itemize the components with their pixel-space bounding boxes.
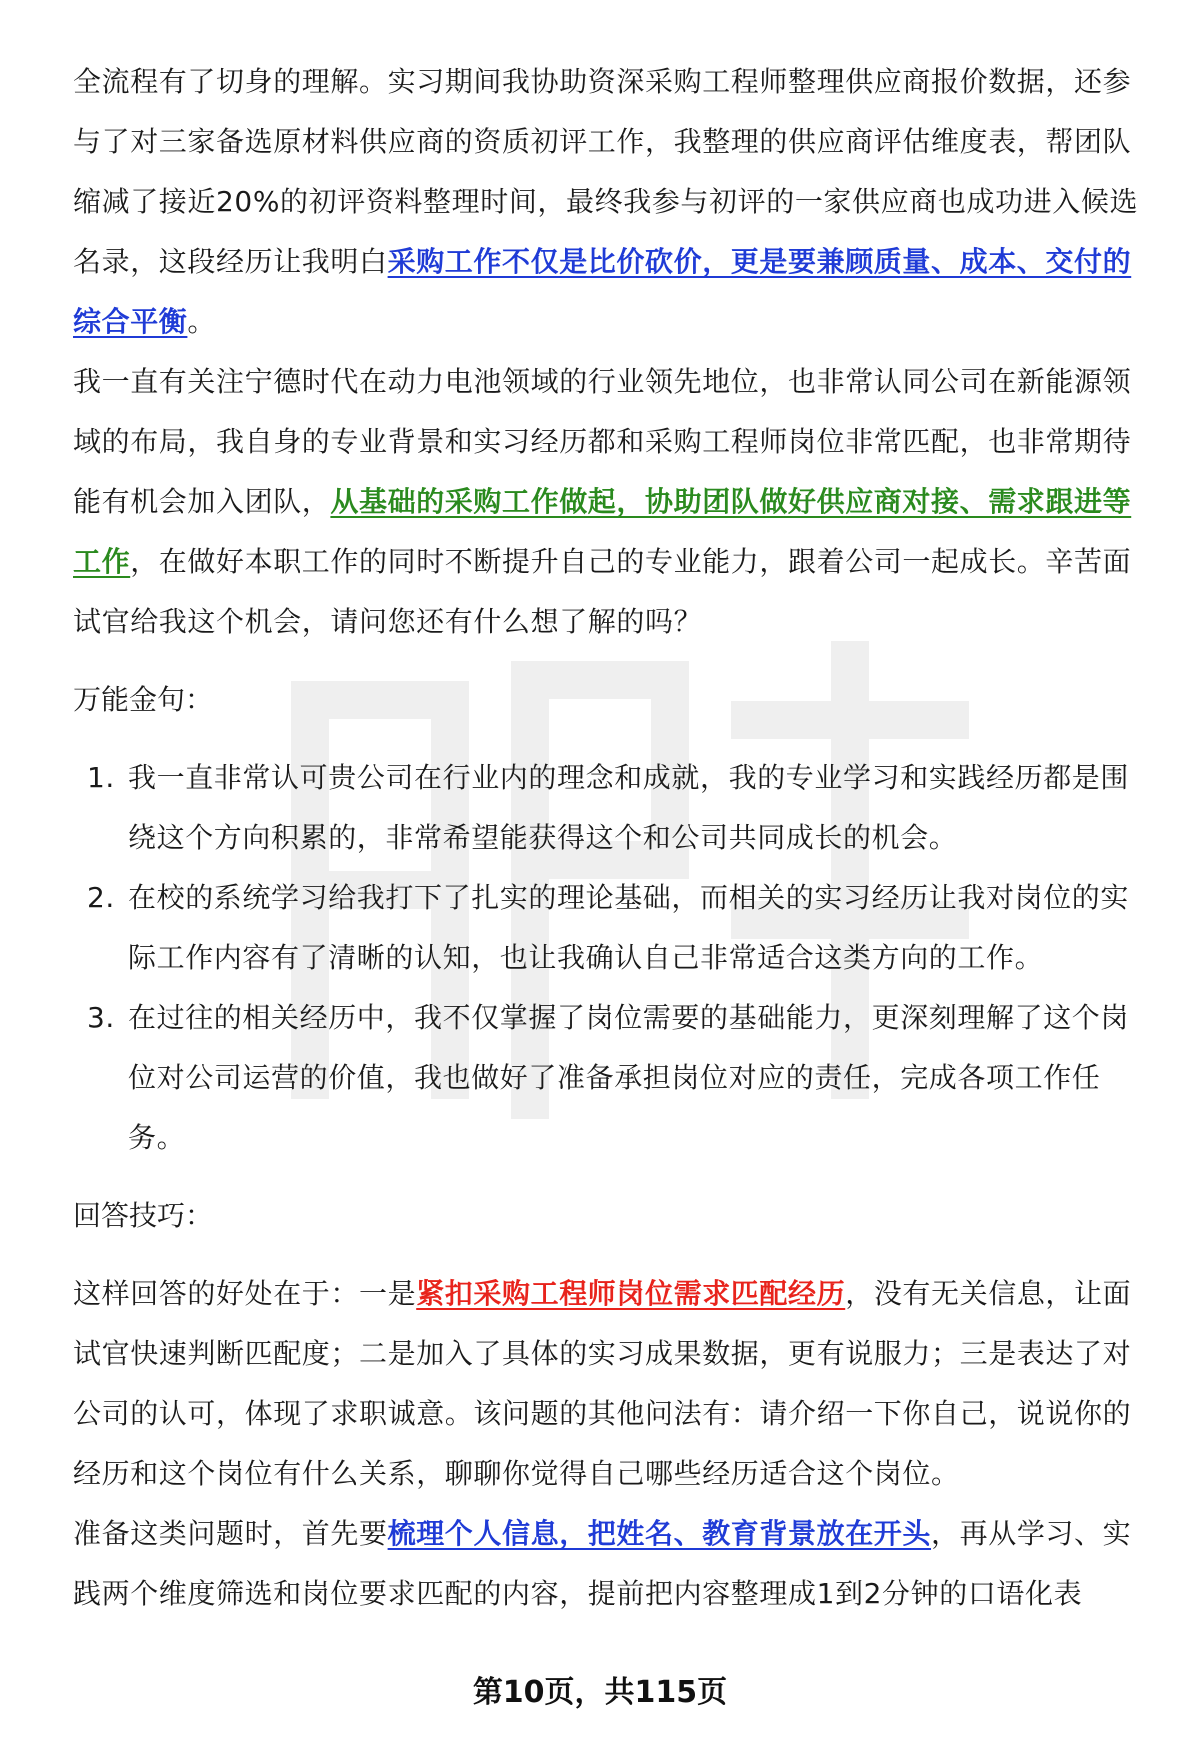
tips-heading: 回答技巧： xyxy=(73,1199,214,1232)
list-item-text: 在校的系统学习给我打下了扎实的理论基础，而相关的实习经历让我对岗位的实际工作内容有了清晰的认知，也让我确认自己非常适合这类方向的工作。 xyxy=(128,881,1130,974)
page-number-footer: 第10页，共115页 xyxy=(472,1675,728,1710)
highlight-blue-text: 采购工作不仅是比价砍价，更是要兼顾质量、成本、交付的综合平衡 xyxy=(73,245,1132,338)
list-item-text: 在过往的相关经历中，我不仅掌握了岗位需要的基础能力，更深刻理解了这个岗位对公司运营的价值，我也做好了准备承担岗位对应的责任，完成各项工作任务。 xyxy=(128,1001,1130,1154)
intro-text-end: 。 xyxy=(187,305,217,338)
list-item-number: 3. xyxy=(87,1001,115,1034)
intro-paragraph-1 xyxy=(73,52,1143,352)
list-item xyxy=(73,748,1143,868)
highlight-blue-text: 梳理个人信息，把姓名、教育背景放在开头 xyxy=(387,1517,932,1550)
highlight-red-text: 紧扣采购工程师岗位需求匹配经历 xyxy=(416,1277,846,1310)
intro-text-end: ，在做好本职工作的同时不断提升自己的专业能力，跟着公司一起成长。辛苦面试官给我这个机会，请问您还有什么想了解的吗？ xyxy=(73,545,1132,638)
tips-text-end: ，没有无关信息，让面试官快速判断匹配度；二是加入了具体的实习成果数据，更有说服力；三是表达了对公司的认可，体现了求职诚意。该问题的其他问法有：请介绍一下你自己，说说你的经历和这个岗位有什么关系，聊聊你觉得自己哪些经历适合这个岗位。 xyxy=(73,1277,1132,1490)
tips-paragraph-1 xyxy=(73,1264,1143,1504)
list-item-text: 我一直非常认可贵公司在行业内的理念和成就，我的专业学习和实践经历都是围绕这个方向积累的，非常希望能获得这个和公司共同成长的机会。 xyxy=(128,761,1130,854)
list-item-number: 1. xyxy=(87,761,115,794)
tips-text: 准备这类问题时，首先要 xyxy=(73,1517,388,1550)
golden-list xyxy=(73,748,1143,1168)
intro-text: 全流程有了切身的理解。实习期间我协助资深采购工程师整理供应商报价数据，还参与了对三家备选原材料供应商的资质初评工作，我整理的供应商评估维度表，帮团队缩减了接近20%的初评资料整理时间，最终我参与初评的一家供应商也成功进入候选名录，这段经历让我明白 xyxy=(73,65,1139,278)
golden-heading: 万能金句： xyxy=(73,683,214,716)
tips-text-end: ，再从学习、实践两个维度筛选和岗位要求匹配的内容，提前把内容整理成1到2分钟的口语化表 xyxy=(73,1517,1132,1610)
tips-paragraph-2 xyxy=(73,1504,1143,1624)
list-item xyxy=(73,868,1143,988)
tips-text: 这样回答的好处在于：一是 xyxy=(73,1277,417,1310)
document-page xyxy=(73,52,1143,1624)
list-item-number: 2. xyxy=(87,881,115,914)
list-item xyxy=(73,988,1143,1168)
highlight-green-text: 从基础的采购工作做起，协助团队做好供应商对接、需求跟进等工作 xyxy=(73,485,1132,578)
intro-paragraph-2 xyxy=(73,352,1143,652)
intro-text: 我一直有关注宁德时代在动力电池领域的行业领先地位，也非常认同公司在新能源领域的布局，我自身的专业背景和实习经历都和采购工程师岗位非常匹配，也非常期待能有机会加入团队， xyxy=(73,365,1132,518)
